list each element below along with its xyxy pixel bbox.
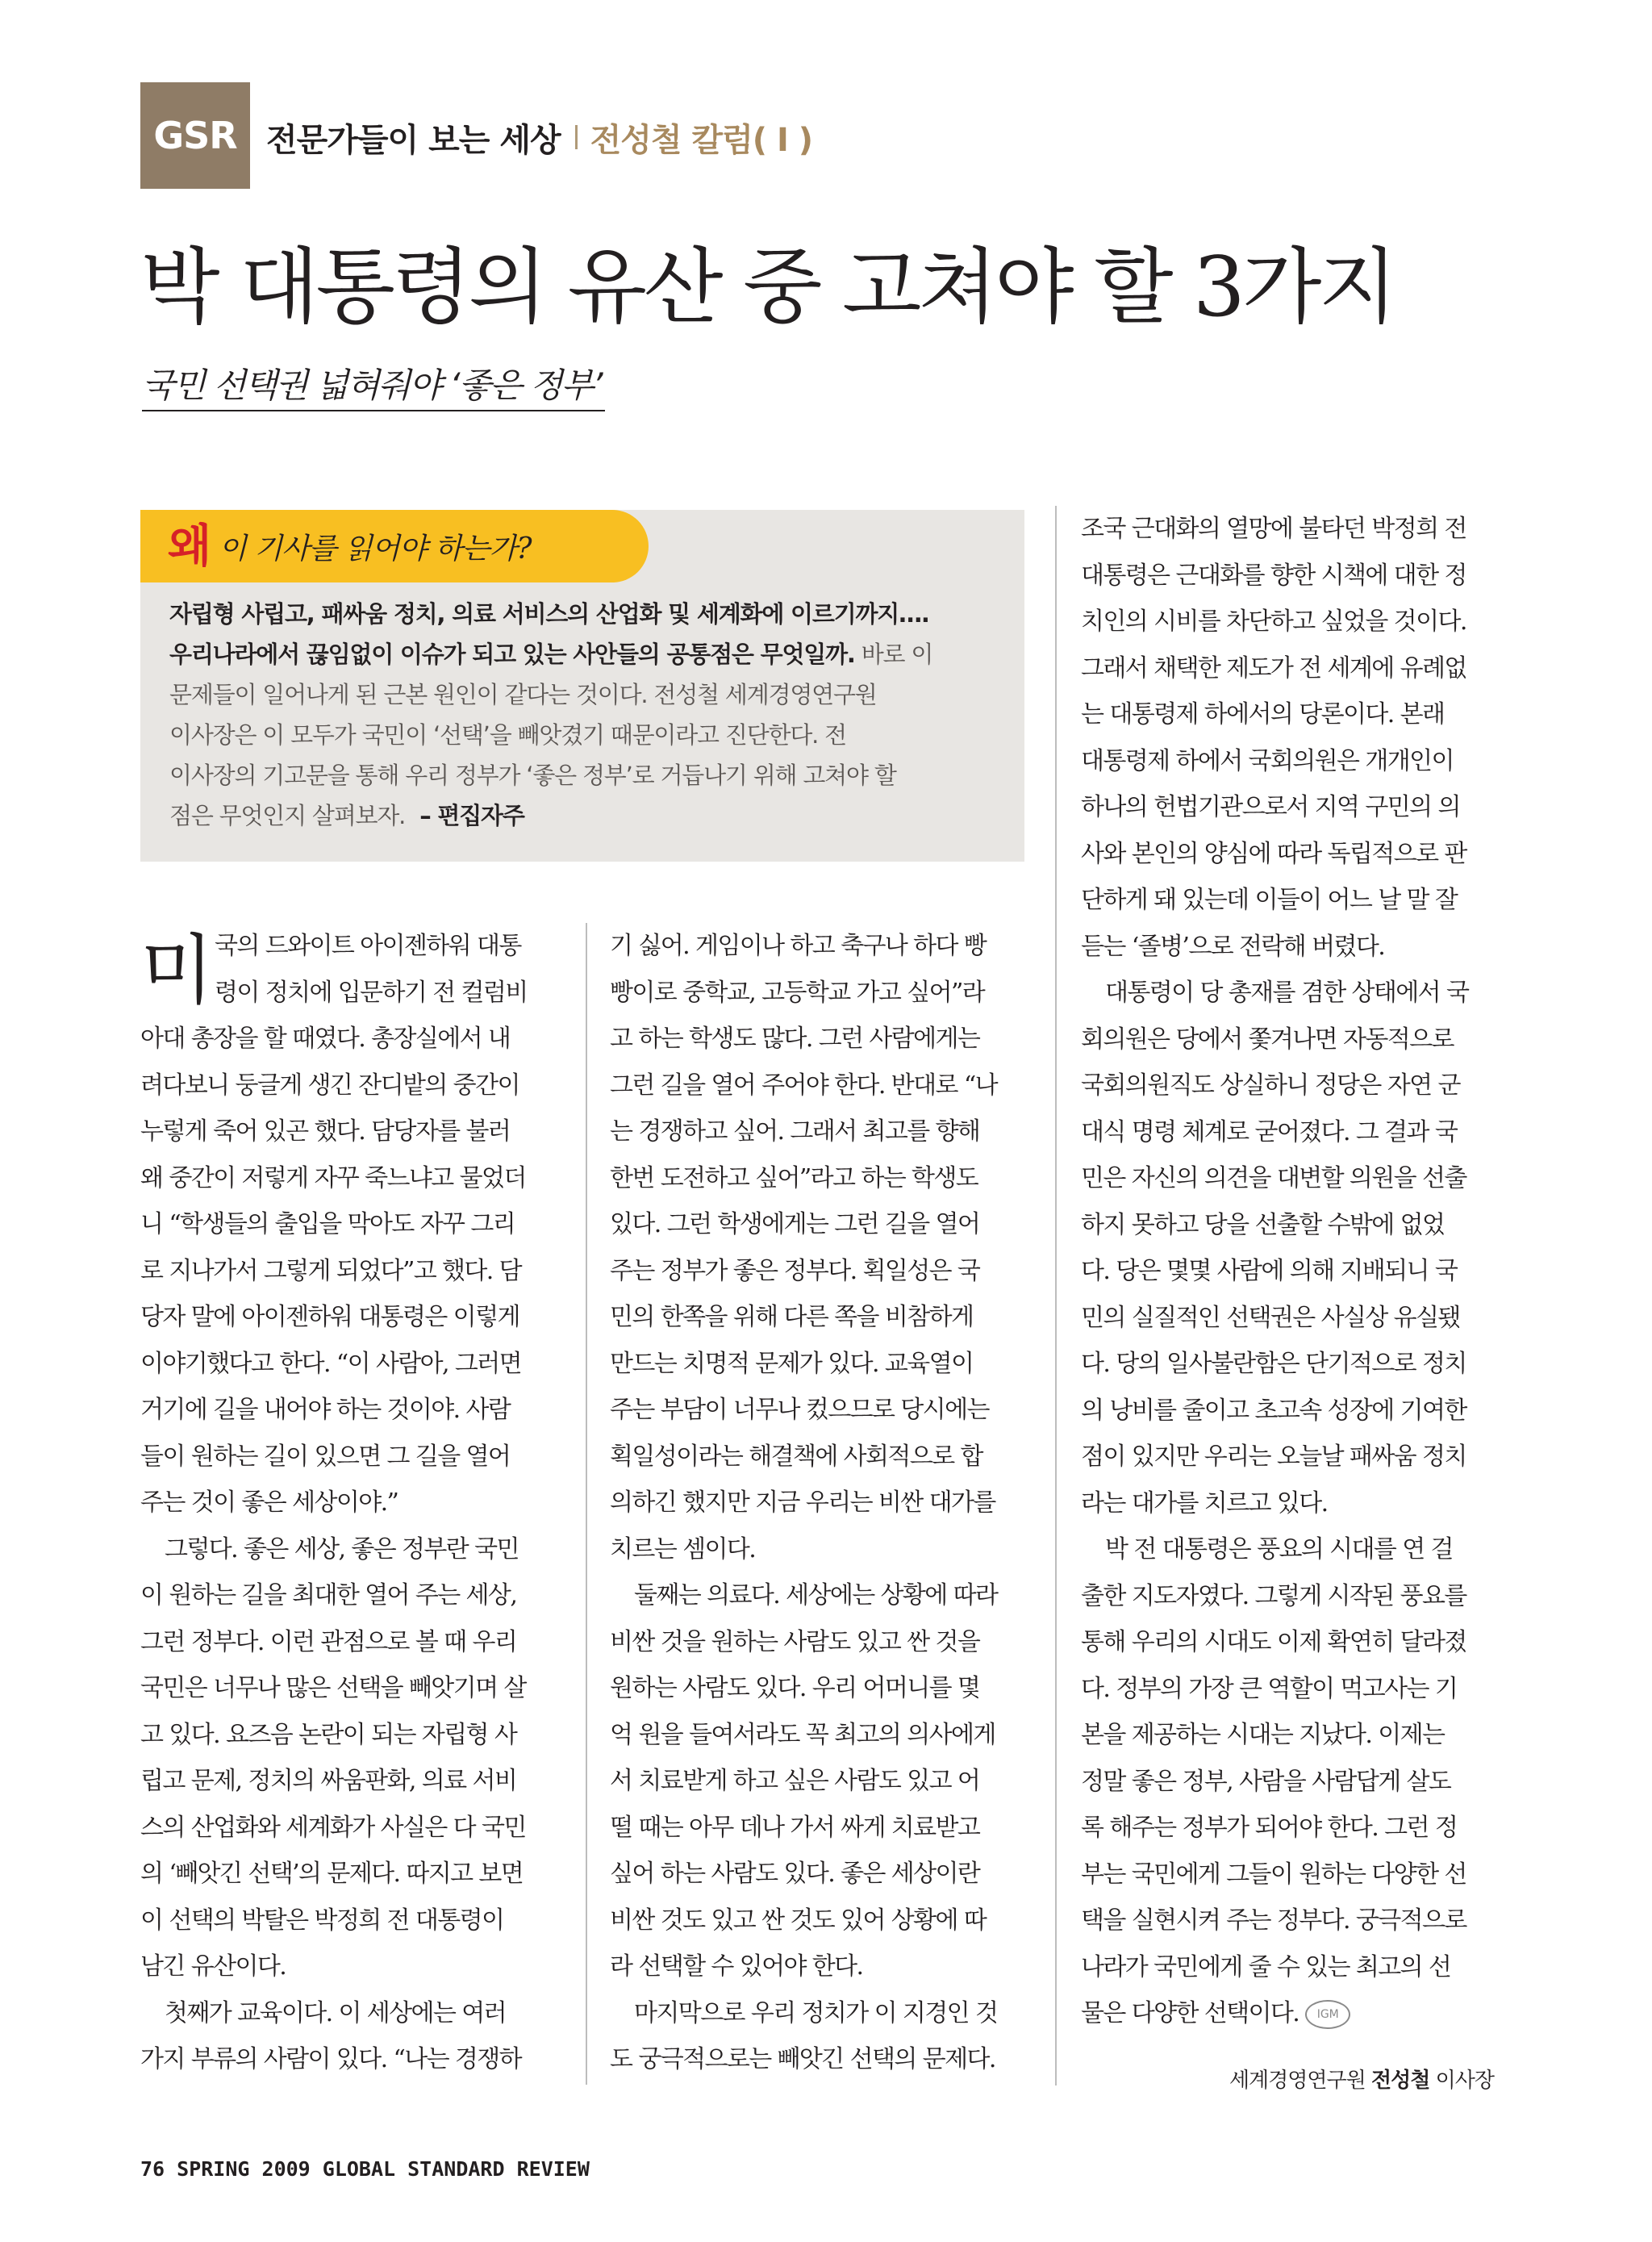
why-read-text: 이사장은 이 모두가 국민이 ‘선택’을 빼앗겼기 때문이라고 진단한다. 전 [169,721,846,749]
why-read-text: 이사장의 기고문을 통해 우리 정부가 ‘좋은 정부’로 거듭나기 위해 고쳐야 할 [169,762,896,789]
section-name: 전문가들이 보는 세상 [266,121,561,159]
body-line: 한번 도전하고 싶어”라고 하는 학생도 [610,1163,978,1192]
body-line: 싶어 하는 사람도 있다. 좋은 세상이란 [610,1860,980,1888]
body-line: 조국 근대화의 열망에 불타던 박정희 전 [1081,515,1466,543]
body-line: 대통령은 근대화를 향한 시책에 대한 정 [1081,561,1466,590]
body-line: 당자 말에 아이젠하워 대통령은 이렇게 [140,1303,519,1331]
drop-cap: 미 [140,927,214,1015]
body-line: 민의 실질적인 선택권은 사실상 유실됐 [1081,1303,1460,1332]
body-line: 려다보니 둥글게 생긴 잔디밭의 중간이 [140,1071,519,1100]
body-line: 립고 문제, 정치의 싸움판화, 의료 서비 [140,1767,517,1795]
body-line: 대식 명령 체계로 굳어졌다. 그 결과 국 [1081,1117,1458,1146]
body-line: 듣는 ‘졸병’으로 전락해 버렸다. [1081,932,1385,961]
why-read-label-rest: 이 기사를 읽어야 하는가? [219,532,532,566]
why-read-line [169,594,1000,634]
body-line: 국민은 너무나 많은 선택을 빼앗기며 살 [140,1674,526,1702]
body-line: 다. 당의 일사불란함은 단기적으로 정치 [1081,1350,1466,1378]
body-line: 그런 정부다. 이런 관점으로 볼 때 우리 [140,1627,517,1656]
author-byline [1229,2064,1494,2094]
header-divider [575,125,578,149]
body-line: 본을 제공하는 시대는 지났다. 이제는 [1081,1721,1445,1749]
column-divider [1055,506,1057,2085]
why-read-label-red: 왜 [168,520,211,573]
column-name: 전성철 칼럼( I ) [590,121,813,159]
body-line: 비싼 것도 있고 싼 것도 있어 상황에 따 [610,1906,987,1935]
body-line: 하지 못하고 당을 선출할 수밖에 없었 [1081,1210,1445,1239]
body-line: 고 있다. 요즈음 논란이 되는 자립형 사 [140,1720,517,1749]
body-line: 거기에 길을 내어야 하는 것이야. 사람 [140,1396,511,1424]
body-line: 나라가 국민에게 줄 수 있는 최고의 선 [1081,1952,1451,1981]
body-line: 떨 때는 아무 데나 가서 싸게 치료받고 [610,1813,980,1842]
body-line: 의하긴 했지만 지금 우리는 비싼 대가를 [610,1488,995,1517]
body-line: 국회의원직도 상실하니 정당은 자연 군 [1081,1071,1460,1100]
body-line: 주는 부담이 너무나 컸으므로 당시에는 [610,1396,989,1424]
why-read-line [169,795,1000,836]
body-line: 마지막으로 우리 정치가 이 지경인 것 [634,1998,998,2027]
body-line: 가지 부류의 사람이 있다. “나는 경쟁하 [140,2045,522,2073]
why-read-label [168,520,532,576]
why-read-tab [140,510,649,582]
body-line: 이야기했다고 한다. “이 사람아, 그러면 [140,1349,522,1378]
body-line: 억 원을 들여서라도 꼭 최고의 의사에게 [610,1720,995,1749]
body-line: 민의 한쪽을 위해 다른 쪽을 비참하게 [610,1303,974,1331]
body-line: 의 낭비를 줄이고 초고속 성장에 기여한 [1081,1396,1466,1425]
section-header [266,113,812,161]
body-line: 서 치료받게 하고 싶은 사람도 있고 어 [610,1767,980,1795]
body-line: 의 ‘빼앗긴 선택’의 문제다. 따지고 보면 [140,1860,524,1888]
body-line: 다. 당은 몇몇 사람에 의해 지배되니 국 [1081,1257,1458,1285]
article-title: 박 대통령의 유산 중 고쳐야 할 3가지 [140,240,1395,336]
body-line: 도 궁극적으로는 빼앗긴 선택의 문제다. [610,2045,995,2073]
body-line: 기 싫어. 게임이나 하고 축구나 하다 빵 [610,932,987,960]
body-line: 주는 정부가 좋은 정부다. 획일성은 국 [610,1256,980,1285]
why-read-text: 바로 이 [854,641,933,668]
author-org: 세계경영연구원 [1229,2069,1366,2093]
body-line: 라는 대가를 치르고 있다. [1081,1488,1328,1518]
body-line: 원하는 사람도 있다. 우리 어머니를 몇 [610,1674,980,1702]
body-line: 회의원은 당에서 쫓겨나면 자동적으로 [1081,1025,1454,1054]
body-line: 출한 지도자였다. 그렇게 시작된 풍요를 [1081,1581,1466,1610]
body-line: 부는 국민에게 그들이 원하는 다양한 선 [1081,1860,1466,1889]
body-line: 박 전 대통령은 풍요의 시대를 연 걸 [1105,1535,1453,1564]
body-line: 령이 정치에 입문하기 전 컬럼비 [215,978,528,1007]
article-subtitle: 국민 선택권 넓혀줘야 ‘좋은 정부’ [142,361,605,411]
why-read-body [169,594,1000,836]
body-line: 남긴 유산이다. [140,1952,286,1981]
body-line: 왜 중간이 저렇게 자꾸 죽느냐고 물었더 [140,1163,526,1192]
igm-end-mark-icon: IGM [1305,2000,1350,2029]
why-read-line [169,755,1000,795]
body-line: 는 경쟁하고 싶어. 그래서 최고를 향해 [610,1117,980,1146]
why-read-emphasis: 자립형 사립고, 패싸움 정치, 의료 서비스의 산업화 및 세계화에 이르기까지…. [169,600,929,628]
body-line: 록 해주는 정부가 되어야 한다. 그런 정 [1081,1814,1458,1842]
author-role: 이사장 [1435,2069,1494,2093]
body-line: 첫째가 교육이다. 이 세상에는 여러 [165,1998,507,2027]
body-line: 아대 총장을 할 때였다. 총장실에서 내 [140,1025,511,1053]
body-line: 다. 정부의 가장 큰 역할이 먹고사는 기 [1081,1674,1458,1703]
body-line: 빵이로 중학교, 고등학교 가고 싶어”라 [610,978,985,1007]
body-line: 라 선택할 수 있어야 한다. [610,1952,863,1981]
article-column-2 [610,923,1021,2083]
why-read-box [140,510,1024,862]
author-name: 전성철 [1371,2069,1430,2093]
body-line: 정말 좋은 정부, 사람을 사람답게 살도 [1081,1767,1451,1796]
body-line: 스의 산업화와 세계화가 사실은 다 국민 [140,1813,526,1842]
gsr-badge: GSR [140,82,250,189]
why-read-emphasis: 우리나라에서 끊임없이 이슈가 되고 있는 사안들의 공통점은 무엇일까. [169,641,855,668]
body-line: 만드는 치명적 문제가 있다. 교육열이 [610,1349,974,1378]
body-line: 있다. 그런 학생에게는 그런 길을 열어 [610,1210,980,1238]
body-line: 대통령제 하에서 국회의원은 개개인이 [1081,746,1454,775]
body-line: 치르는 셈이다. [610,1534,756,1564]
body-line: 이 선택의 박탈은 박정희 전 대통령이 [140,1906,504,1935]
why-read-text: 문제들이 일어나게 된 근본 원인이 같다는 것이다. 전성철 세계경영연구원 [169,681,877,708]
why-read-text: 점은 무엇인지 살펴보자. [169,802,406,829]
body-line: 대통령이 당 총재를 겸한 상태에서 국 [1105,979,1469,1007]
why-read-line [169,674,1000,715]
article-column-1 [140,923,552,2083]
body-line: 단하게 돼 있는데 이들이 어느 날 말 잘 [1081,886,1458,914]
body-line: 치인의 시비를 차단하고 싶었을 것이다. [1081,607,1466,636]
body-line: 로 지나가서 그렇게 되었다”고 했다. 담 [140,1256,522,1285]
editor-note: – 편집자주 [419,802,524,829]
body-line: 이 원하는 길을 최대한 열어 주는 세상, [140,1581,517,1609]
body-line: 그렇다. 좋은 세상, 좋은 정부란 국민 [165,1534,519,1564]
body-line: 하나의 헌법기관으로서 지역 구민의 의 [1081,793,1460,821]
body-line: 사와 본인의 양심에 따라 독립적으로 판 [1081,839,1466,868]
why-read-line [169,634,1000,674]
body-line: 통해 우리의 시대도 이제 확연히 달라졌 [1081,1628,1466,1656]
body-line: 들이 원하는 길이 있으면 그 길을 열어 [140,1442,511,1471]
body-line: 국의 드와이트 아이젠하워 대통 [215,932,521,960]
column-divider [586,923,587,2085]
body-line-text: 물은 다양한 선택이다. [1081,1999,1299,2027]
article-column-3 [1081,506,1492,2037]
body-line: 비싼 것을 원하는 사람도 있고 싼 것을 [610,1627,980,1656]
body-line: 고 하는 학생도 많다. 그런 사람에게는 [610,1025,980,1053]
page-footer: 76 SPRING 2009 GLOBAL STANDARD REVIEW [140,2157,590,2181]
why-read-line [169,715,1000,755]
body-line: 는 대통령제 하에서의 당론이다. 본래 [1081,700,1445,729]
body-line: 민은 자신의 의견을 대변할 의원을 선출 [1081,1164,1466,1192]
body-line: 점이 있지만 우리는 오늘날 패싸움 정치 [1081,1442,1466,1471]
body-line: 그래서 채택한 제도가 전 세계에 유례없 [1081,653,1466,683]
body-line: 택을 실현시켜 주는 정부다. 궁극적으로 [1081,1906,1466,1935]
body-line: 주는 것이 좋은 세상이야.” [140,1488,398,1517]
body-line: 니 “학생들의 출입을 막아도 자꾸 그리 [140,1210,515,1238]
body-line: 둘째는 의료다. 세상에는 상황에 따라 [634,1581,998,1609]
body-line-last [1081,1990,1492,2037]
body-line: 그런 길을 열어 주어야 한다. 반대로 “나 [610,1071,997,1100]
body-line: 누렇게 죽어 있곤 했다. 담당자를 불러 [140,1117,511,1146]
body-line: 획일성이라는 해결책에 사회적으로 합 [610,1442,982,1471]
